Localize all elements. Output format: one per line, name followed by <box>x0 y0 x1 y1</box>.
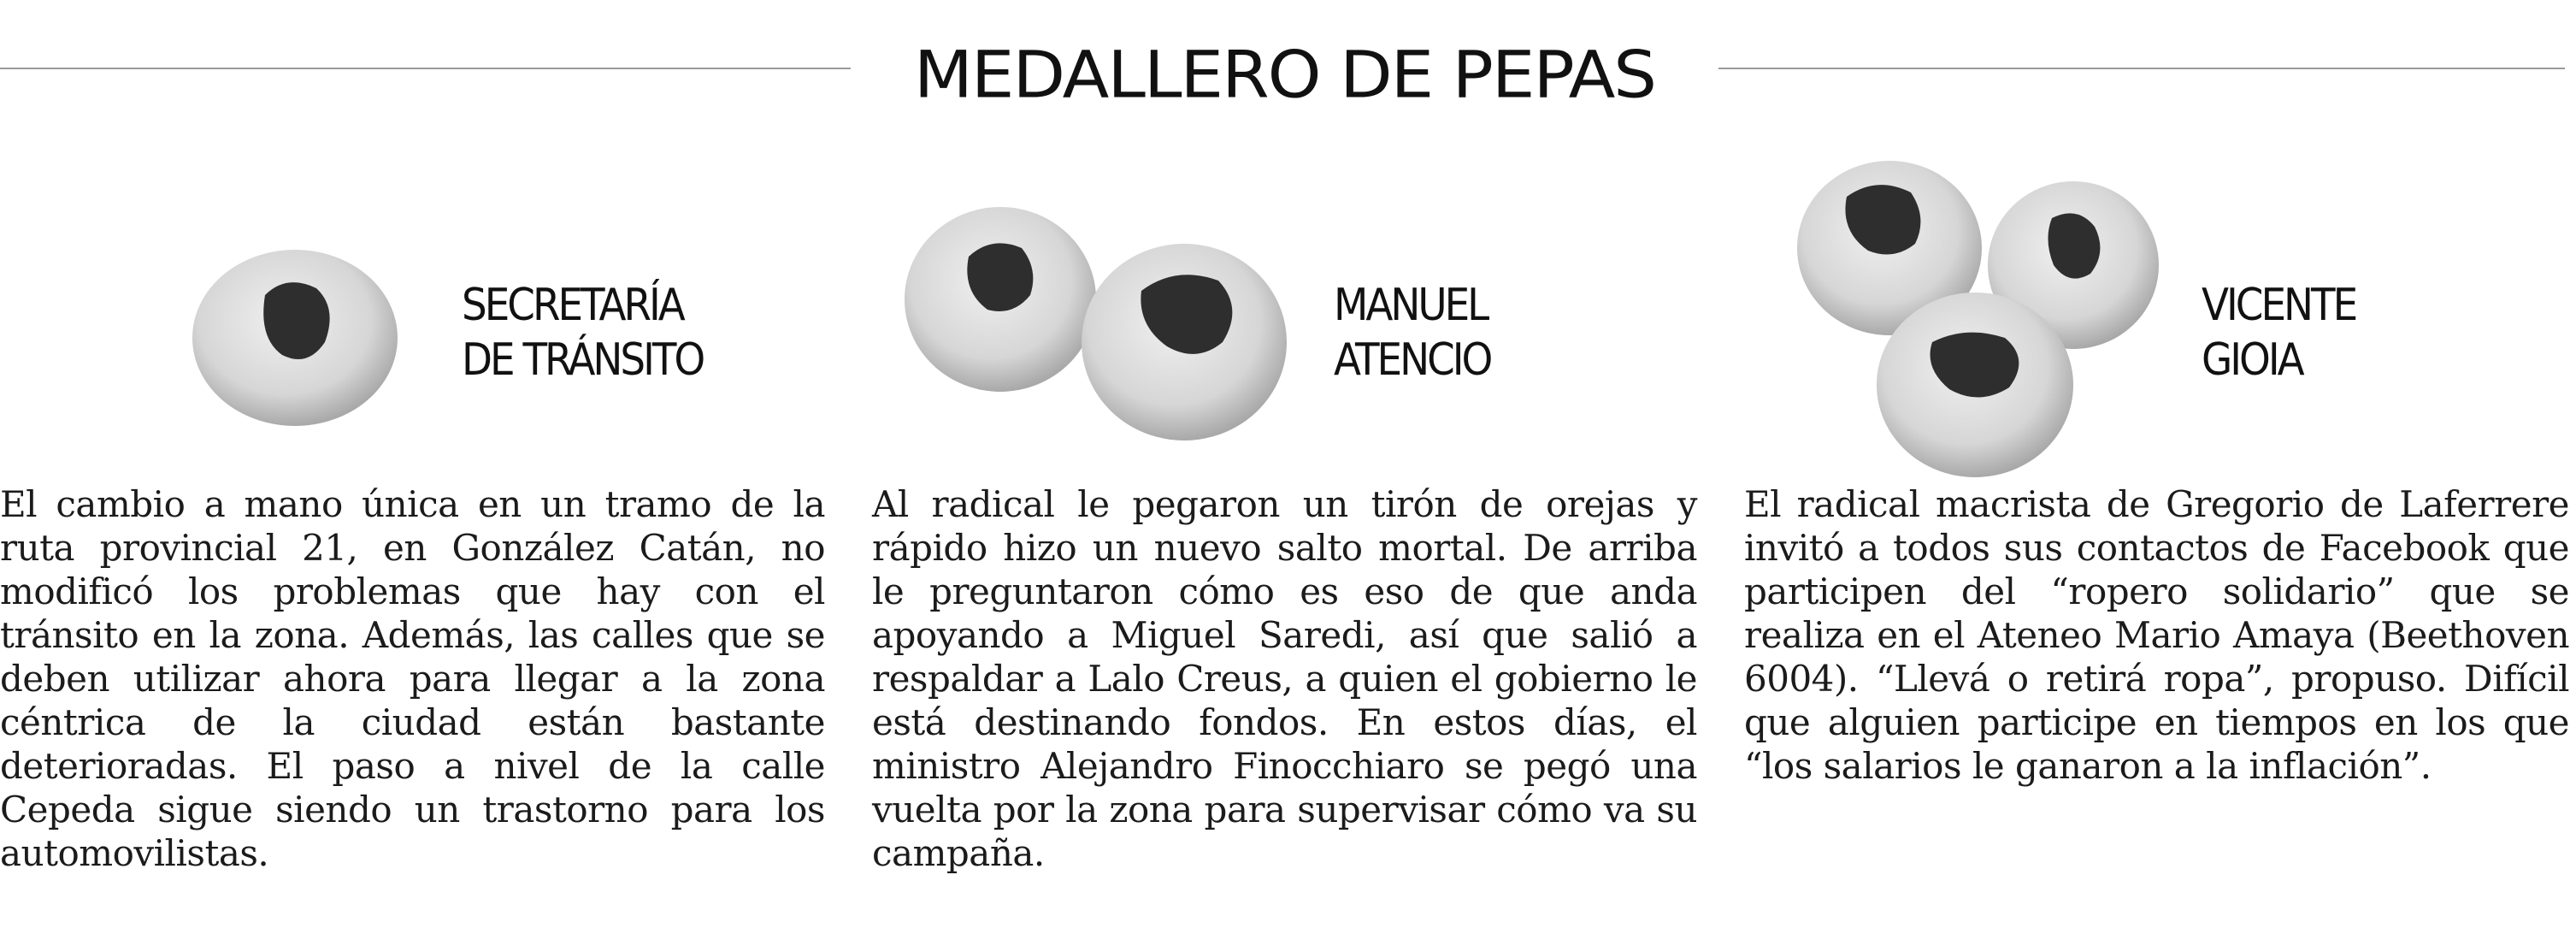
cookie-image <box>1795 158 2172 479</box>
entry-name: SECRETARÍA DE TRÁNSITO <box>462 280 704 386</box>
cookie-image <box>902 205 1295 445</box>
cookie-image <box>188 244 410 432</box>
medal-entry-1 <box>0 0 829 934</box>
page-title: MEDALLERO DE PEPAS <box>913 37 1656 113</box>
entry-text: El radical macrista de Gregorio de Laferrere invitó a todos sus contactos de Facebook que participen del “ropero solidario” que se realiza en el Ateneo Mario Amaya (Beethoven 6004). “Llevá o retirá ropa”, propuso. Difícil que alguien participe en tiempos en los que “los salarios le ganaron a la inflación”. <box>1744 483 2569 787</box>
entry-text: El cambio a mano única en un tramo de la ruta provincial 21, en González Catán, no modificó los problemas que hay con el tránsito en la zona. Además, las calles que se deben utilizar ahora para llegar a la zona céntrica de la ciudad están bastante deterioradas. El paso a nivel de la calle Cepeda sigue siendo un trastorno para los automovilistas. <box>0 483 825 874</box>
medal-entry-2 <box>872 0 1701 934</box>
entry-name: VICENTE GIOIA <box>2202 280 2356 386</box>
entry-name: MANUEL ATENCIO <box>1334 280 1491 386</box>
entry-text: Al radical le pegaron un tirón de orejas y rápido hizo un nuevo salto mortal. De arriba le preguntaron cómo es eso de que anda apoyando a Miguel Saredi, así que salió a respaldar a Lalo Creus, a quien el gobierno le está destinando fondos. En estos días, el ministro Alejandro Finocchiaro se pegó una vuelta por la zona para supervisar cómo va su campaña. <box>872 483 1697 874</box>
medal-entry-3 <box>1744 0 2573 934</box>
